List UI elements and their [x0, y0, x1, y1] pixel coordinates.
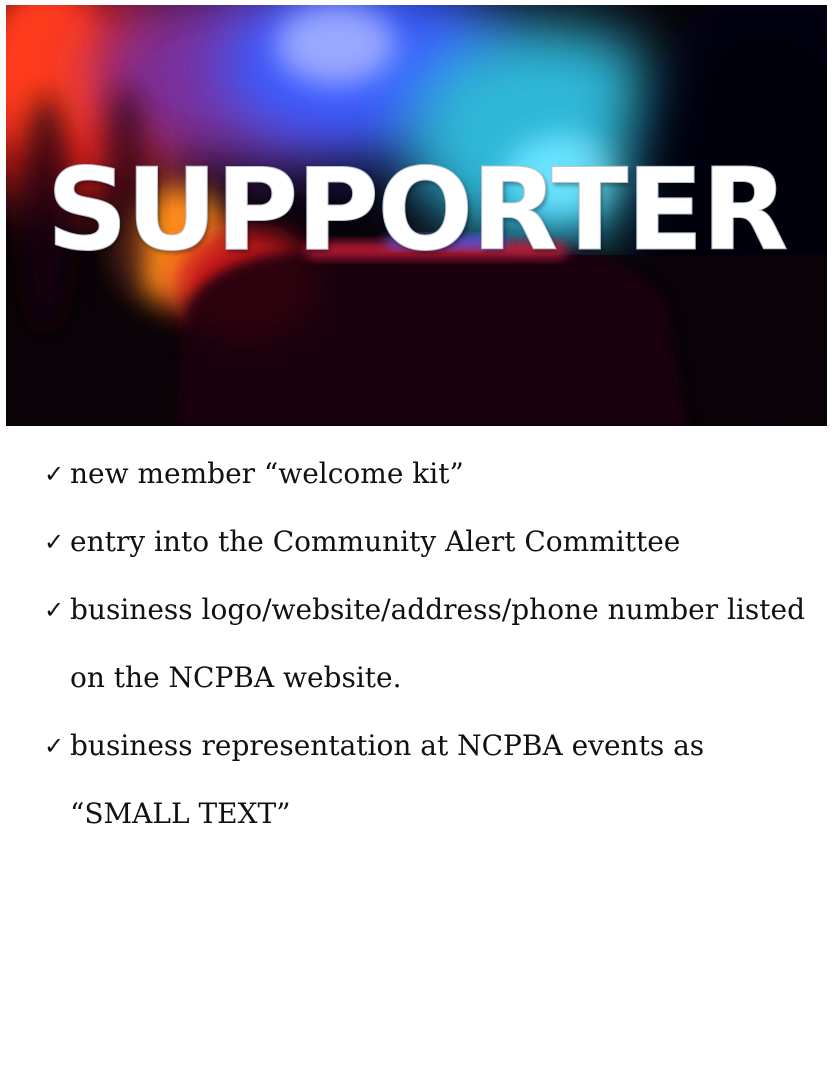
check-mark-icon: ✓ [44, 732, 65, 760]
benefits-list [44, 440, 824, 848]
hero-banner [6, 5, 827, 426]
list-item [44, 508, 824, 576]
check-mark-icon: ✓ [44, 596, 65, 624]
check-mark-icon: ✓ [44, 528, 65, 556]
benefit-text: entry into the Community Alert Committee [70, 525, 681, 558]
check-mark-icon: ✓ [44, 460, 65, 488]
benefit-text: business logo/website/address/phone number listed on the NCPBA website. [70, 593, 805, 694]
list-item [44, 712, 824, 848]
benefit-text: new member “welcome kit” [70, 457, 464, 490]
banner-title: SUPPORTER [46, 144, 787, 276]
list-item [44, 576, 824, 712]
list-item [44, 440, 824, 508]
benefit-text: business representation at NCPBA events as “SMALL TEXT” [70, 729, 705, 830]
